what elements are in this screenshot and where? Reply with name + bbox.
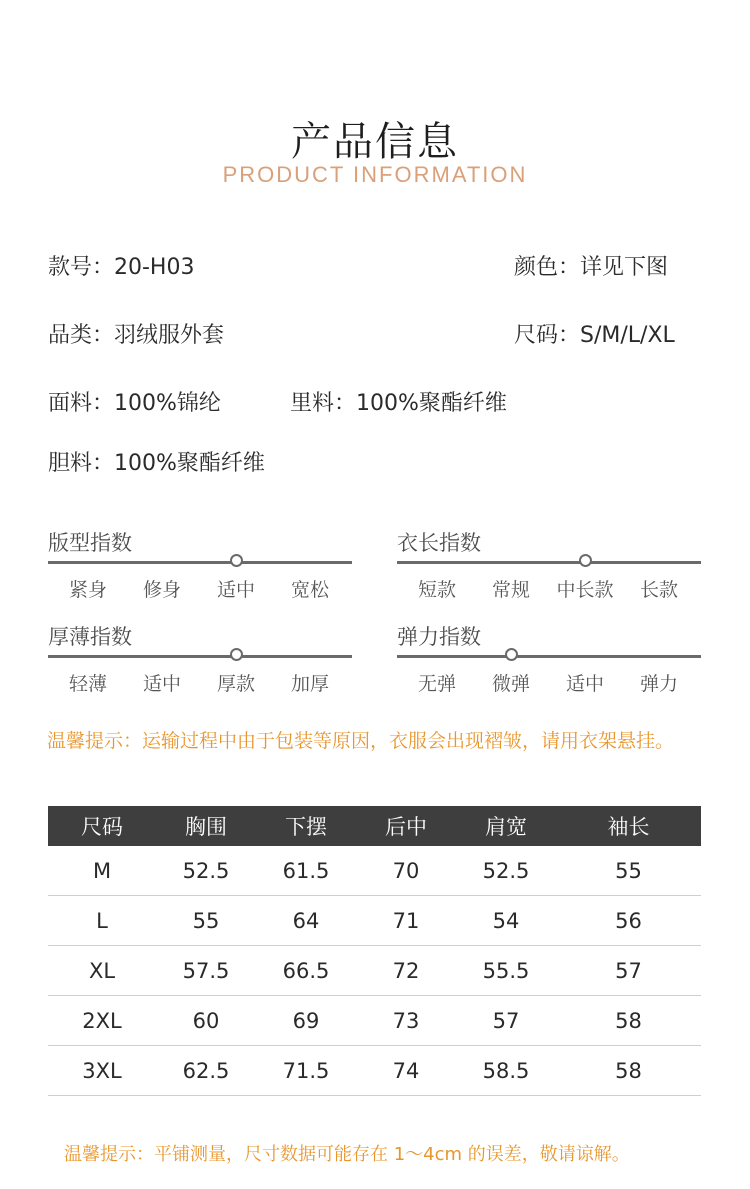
scale-option: 加厚 <box>290 673 329 695</box>
table-cell: 70 <box>356 846 456 896</box>
table-cell: M <box>48 846 156 896</box>
table-row <box>48 896 701 946</box>
table-row <box>48 846 701 896</box>
scale-title: 厚薄指数 <box>48 625 132 649</box>
table-cell: 57 <box>556 946 701 996</box>
table-cell: 71 <box>356 896 456 946</box>
scale-option: 适中 <box>216 579 255 601</box>
scale-option: 无弹 <box>417 673 456 695</box>
scale-option: 宽松 <box>290 579 329 601</box>
measurement-tip: 温馨提示：平铺测量，尺寸数据可能存在 1～4cm 的误差，敬请谅解。 <box>64 1144 630 1165</box>
table-cell: 62.5 <box>156 1046 256 1096</box>
column-header: 尺码 <box>48 806 156 846</box>
table-header-row <box>48 806 701 846</box>
table-cell: 58.5 <box>456 1046 556 1096</box>
lining-info: 里料：100%聚酯纤维 <box>290 391 507 416</box>
table-cell: 56 <box>556 896 701 946</box>
table-cell: L <box>48 896 156 946</box>
column-header: 肩宽 <box>456 806 556 846</box>
scale-track <box>48 655 352 658</box>
scale-indicator <box>230 648 243 661</box>
column-header: 袖长 <box>556 806 701 846</box>
column-header: 胸围 <box>156 806 256 846</box>
style-number: 款号：20-H03 <box>48 255 195 280</box>
table-cell: 2XL <box>48 996 156 1046</box>
scale-title: 版型指数 <box>48 531 132 555</box>
fabric-info: 面料：100%锦纶 <box>48 391 221 416</box>
table-cell: 64 <box>256 896 356 946</box>
scale-indicator <box>579 554 592 567</box>
table-row <box>48 946 701 996</box>
scale-option: 适中 <box>565 673 604 695</box>
shipping-tip: 温馨提示：运输过程中由于包装等原因，衣服会出现褶皱，请用衣架悬挂。 <box>47 730 675 752</box>
scale-title: 衣长指数 <box>397 531 481 555</box>
scale-title: 弹力指数 <box>397 625 481 649</box>
column-header: 后中 <box>356 806 456 846</box>
filling-info: 胆料：100%聚酯纤维 <box>48 451 265 476</box>
table-cell: 60 <box>156 996 256 1046</box>
size-info: 尺码：S/M/L/XL <box>514 323 675 348</box>
color-info: 颜色：详见下图 <box>514 255 669 280</box>
table-cell: 73 <box>356 996 456 1046</box>
scale-option: 厚款 <box>216 673 255 695</box>
table-cell: 72 <box>356 946 456 996</box>
table-cell: 57 <box>456 996 556 1046</box>
table-cell: 66.5 <box>256 946 356 996</box>
scale-indicator <box>230 554 243 567</box>
category-info: 品类：羽绒服外套 <box>48 323 225 348</box>
table-row <box>48 1046 701 1096</box>
column-header: 下摆 <box>256 806 356 846</box>
table-cell: 58 <box>556 996 701 1046</box>
table-cell: 55 <box>156 896 256 946</box>
page-title: 产品信息 <box>291 119 459 165</box>
table-cell: 52.5 <box>156 846 256 896</box>
scale-option: 弹力 <box>639 673 678 695</box>
scale-track <box>397 561 701 564</box>
page-subtitle: PRODUCT INFORMATION <box>222 162 528 187</box>
table-cell: 71.5 <box>256 1046 356 1096</box>
scale-indicator <box>505 648 518 661</box>
scale-option: 常规 <box>491 579 530 601</box>
scale-track <box>48 561 352 564</box>
table-cell: 3XL <box>48 1046 156 1096</box>
table-cell: XL <box>48 946 156 996</box>
table-row <box>48 996 701 1046</box>
scale-option: 长款 <box>639 579 678 601</box>
scale-option: 微弹 <box>491 673 530 695</box>
scale-option: 紧身 <box>68 579 107 601</box>
scale-option: 修身 <box>142 579 181 601</box>
table-cell: 58 <box>556 1046 701 1096</box>
table-cell: 61.5 <box>256 846 356 896</box>
table-cell: 74 <box>356 1046 456 1096</box>
scale-option: 中长款 <box>556 579 614 601</box>
scale-option: 适中 <box>142 673 181 695</box>
scale-option: 轻薄 <box>68 673 107 695</box>
table-cell: 57.5 <box>156 946 256 996</box>
scale-option: 短款 <box>417 579 456 601</box>
table-cell: 54 <box>456 896 556 946</box>
table-cell: 52.5 <box>456 846 556 896</box>
table-cell: 55 <box>556 846 701 896</box>
table-cell: 55.5 <box>456 946 556 996</box>
scale-track <box>397 655 701 658</box>
table-cell: 69 <box>256 996 356 1046</box>
size-table <box>48 806 701 1096</box>
